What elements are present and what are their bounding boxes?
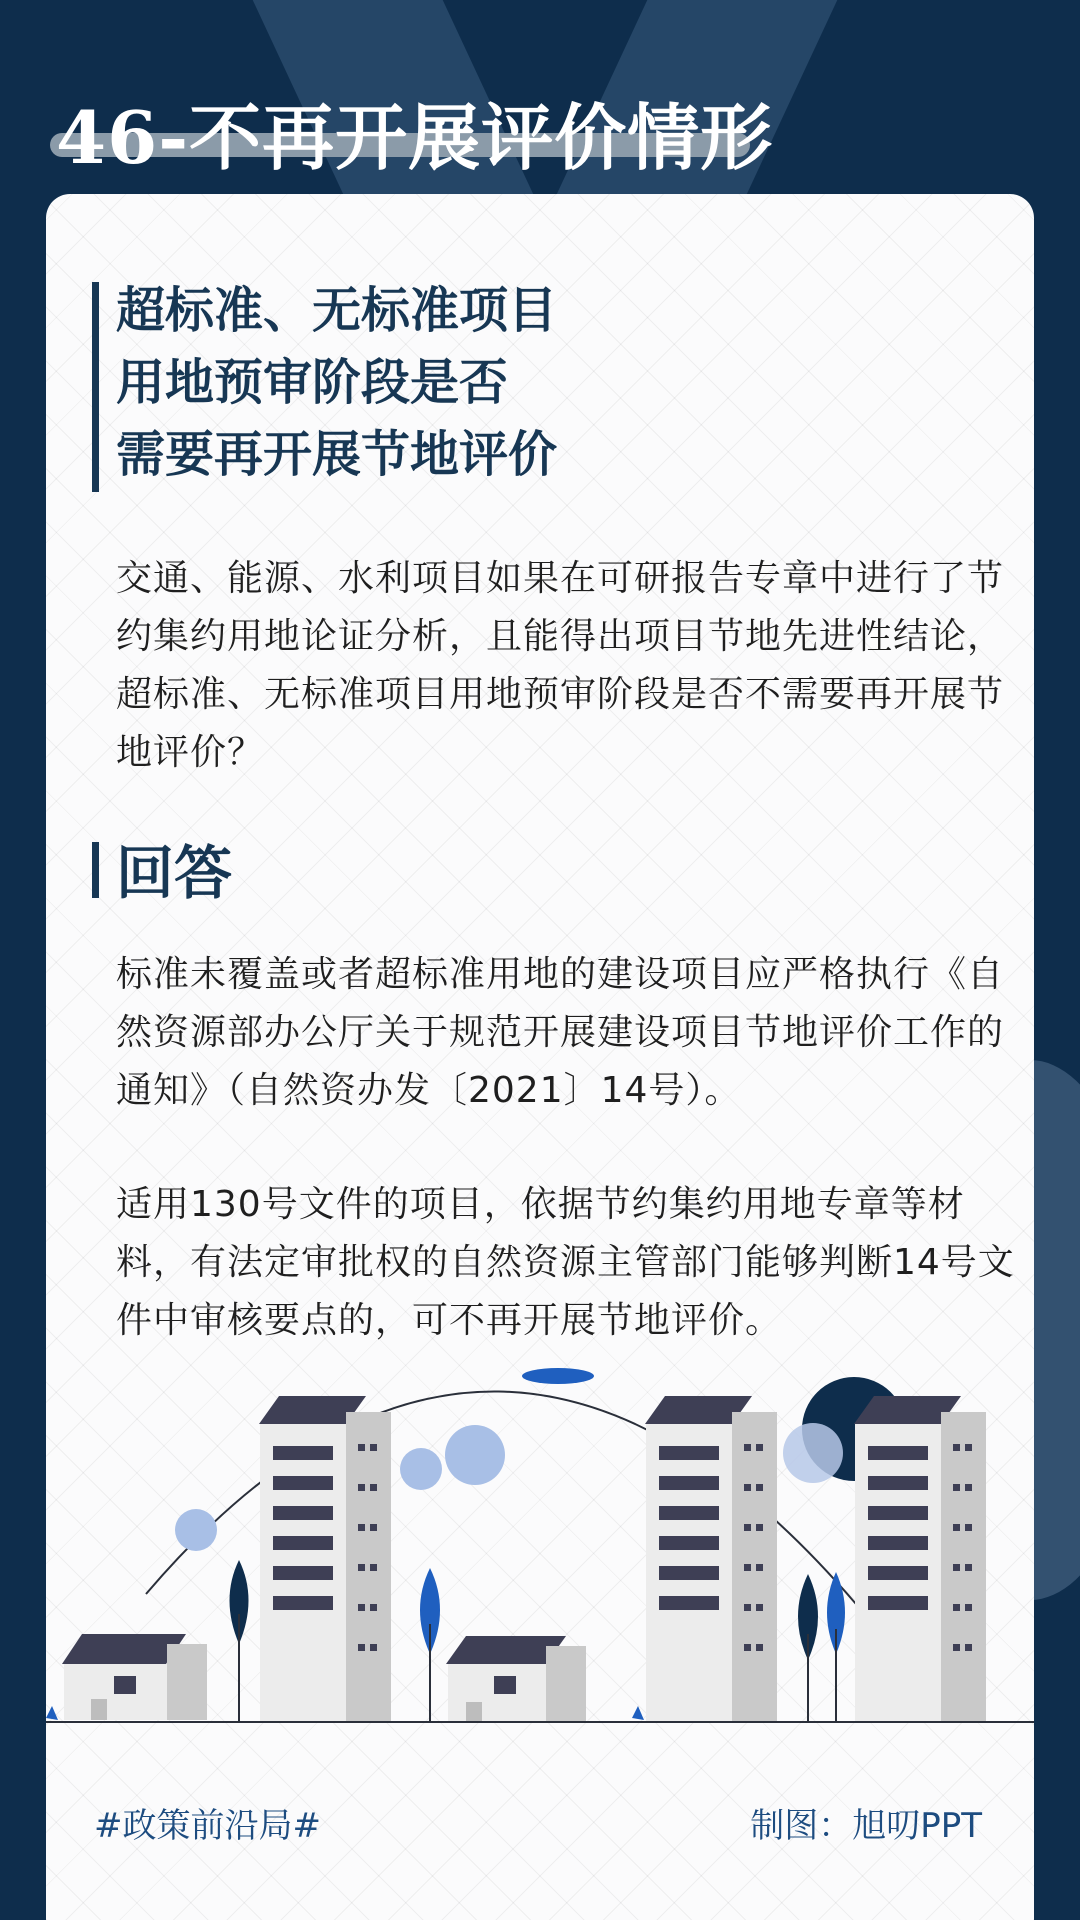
building-side <box>732 1412 777 1722</box>
question-body: 交通、能源、水利项目如果在可研报告专章中进行了节约集约用地论证分析，且能得出项目节地先进性结论，超标准、无标准项目用地预审阶段是否不需要再开展节地评价？ <box>116 558 1005 773</box>
light-bubble <box>445 1425 505 1485</box>
question-heading-line-1: 超标准、无标准项目 <box>116 282 558 339</box>
city-illustration <box>46 1354 1034 1734</box>
light-bubble <box>400 1448 442 1490</box>
page-title: 46-不再开展评价情形 <box>56 95 774 180</box>
answer-paragraph-1: 标准未覆盖或者超标准用地的建设项目应严格执行《自然资源部办公厅关于规范开展建设项目节地评价工作的通知》（自然资办发〔2021〕14号）。 <box>116 954 1005 1111</box>
question-heading-line-3: 需要再开展节地评价 <box>116 426 558 483</box>
question-accent-bar <box>92 282 99 492</box>
answer-accent-bar <box>92 842 99 898</box>
light-bubble <box>175 1509 217 1551</box>
footer-hashtag: #政策前沿局# <box>94 1806 321 1846</box>
arc-top-ellipse <box>522 1368 594 1384</box>
house-side <box>167 1644 207 1720</box>
answer-heading: 回答 <box>116 839 233 907</box>
building-side <box>941 1412 986 1722</box>
question-heading-line-2: 用地预审阶段是否 <box>116 354 509 411</box>
footer-credit: 制图：旭叨PPT <box>750 1806 982 1846</box>
answer-paragraph-2: 适用130号文件的项目，依据节约集约用地专章等材料，有法定审批权的自然资源主管部门能够判断14号文件中审核要点的，可不再开展节地评价。 <box>116 1184 1015 1341</box>
light-bubble <box>783 1423 843 1483</box>
building-side <box>346 1412 391 1722</box>
content-card <box>46 194 1034 1920</box>
house-side <box>546 1646 586 1722</box>
